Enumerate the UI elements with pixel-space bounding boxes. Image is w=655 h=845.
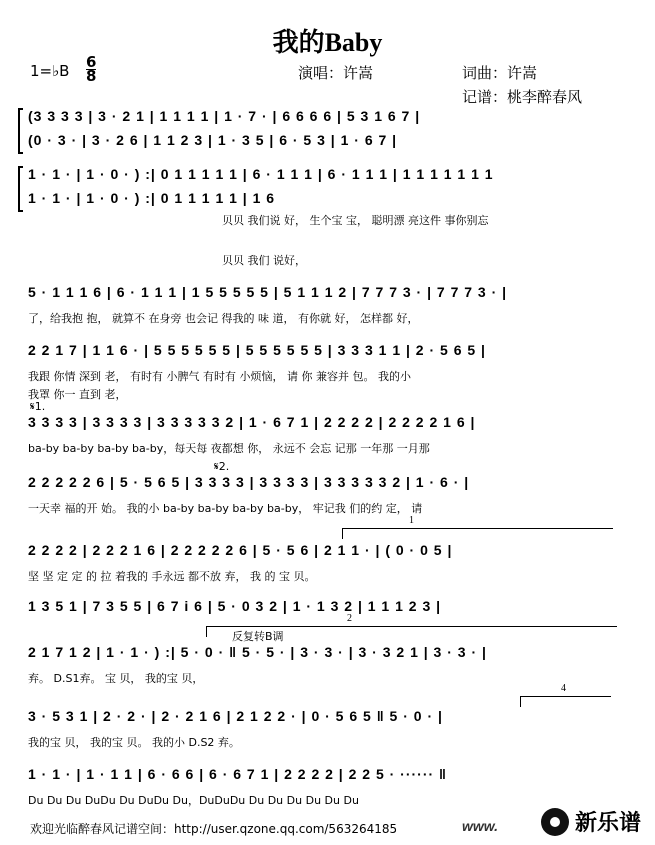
time-signature bbox=[86, 53, 97, 85]
time-signature-numerator: 6 bbox=[86, 53, 97, 71]
score-row: (3 3 3 3 | 3 · 2 1 | 1 1 1 1 | 1 · 7 · | 6 6 6 6 | 5 3 1 6 7 | bbox=[28, 108, 421, 124]
volta-number: 1 bbox=[409, 515, 414, 526]
lyric-line: 贝贝 我们说 好， 生个宝 宝， 聪明漂 亮这件 事你别忘 bbox=[222, 214, 489, 227]
lyric-line: 弃。 D.S1弃。 宝 贝， 我的宝 贝， bbox=[28, 672, 204, 685]
lyric-line: 一天幸 福的开 始。 我的小 ba-by ba-by ba-by ba-by， 牢记我 们的约 定， 请 bbox=[28, 502, 423, 515]
lyric-line: ba-by ba-by ba-by ba-by，每天每 夜都想 你， 永远不 会忘 记那 一年那 一月那 bbox=[28, 442, 430, 455]
watermark-text: www. bbox=[462, 818, 499, 834]
volta-number: 4 bbox=[561, 683, 566, 694]
volta-bracket bbox=[206, 613, 617, 637]
score-row: 3 3 3 3 | 3 3 3 3 | 3 3 3 3 3 2 | 1 · 6 7 1 | 2 2 2 2 | 2 2 2 2 1 6 | bbox=[28, 414, 476, 430]
score-row: 1 · 1 · | 1 · 0 · ) :| 0 1 1 1 1 1 | 6 · 1 1 1 | 6 · 1 1 1 | 1 1 1 1 1 1 1 bbox=[28, 166, 494, 182]
key-signature bbox=[30, 62, 69, 80]
lyric-line-2: 贝贝 我们 说好， bbox=[222, 254, 306, 267]
score-row: 2 1 7 1 2 | 1 · 1 · ) :| 5 · 0 · ‖ 5 · 5 · | 3 · 3 · | 3 · 3 2 1 | 3 · 3 · | bbox=[28, 644, 487, 660]
lyric-line: 坚 坚 定 定 的 拉 着我的 手永远 都不放 弃， 我 的 宝 贝。 bbox=[28, 570, 316, 583]
singer-credit: 演唱：许嵩 bbox=[298, 64, 374, 82]
segno-marker-2: 𝄋2. bbox=[214, 460, 230, 473]
key-change-note: 反复转B调 bbox=[232, 630, 284, 643]
volta-bracket bbox=[520, 683, 611, 707]
score-row: 5 · 1 1 1 6 | 6 · 1 1 1 | 1 5 5 5 5 5 | 5 1 1 1 2 | 7 7 7 3 · | 7 7 7 3 · | bbox=[28, 284, 508, 300]
composer-credit: 词曲：许嵩 bbox=[462, 64, 538, 82]
time-signature-denominator: 8 bbox=[86, 67, 97, 85]
brand-name: 新乐谱 bbox=[574, 811, 641, 836]
lyric-line: 我的宝 贝， 我的宝 贝。 我的小 D.S2 弃。 bbox=[28, 736, 240, 749]
volta-number: 2 bbox=[347, 613, 352, 624]
score-row: 1 · 1 · | 1 · 0 · ) :| 0 1 1 1 1 1 | 1 6 bbox=[28, 190, 276, 206]
vinyl-record-icon bbox=[541, 808, 569, 836]
score-row: 2 2 2 2 | 2 2 2 1 6 | 2 2 2 2 2 6 | 5 · 5 6 | 2 1 1 · | ( 0 · 0 5 | bbox=[28, 542, 453, 558]
brand-logo bbox=[541, 806, 641, 837]
score-row: 1 3 5 1 | 7 3 5 5 | 6 7 i 6 | 5 · 0 3 2 | 1 · 1 3 2 | 1 1 1 2 3 | bbox=[28, 598, 442, 614]
footer-url: 欢迎光临醉春风记谱空间：http://user.qzone.qq.com/563264185 bbox=[30, 822, 398, 836]
transcriber-credit: 记谱：桃李醉春风 bbox=[462, 88, 583, 106]
system-bracket bbox=[18, 166, 23, 212]
song-title: 我的Baby bbox=[272, 28, 383, 57]
segno-marker-1: 𝄋1. bbox=[30, 400, 46, 413]
score-row: (0 · 3 · | 3 · 2 6 | 1 1 2 3 | 1 · 3 5 | 6 · 5 3 | 1 · 6 7 | bbox=[28, 132, 398, 148]
score-row: 1 · 1 · | 1 · 1 1 | 6 · 6 6 | 6 · 6 7 1 | 2 2 2 2 | 2 2 5 · ······ ‖ bbox=[28, 766, 448, 782]
lyric-line-2: 我罩 你一 直到 老， bbox=[28, 388, 127, 401]
score-row: 2 2 1 7 | 1 1 6 · | 5 5 5 5 5 5 | 5 5 5 5 5 5 | 3 3 3 1 1 | 2 · 5 6 5 | bbox=[28, 342, 486, 358]
lyric-line: Du Du Du DuDu Du DuDu Du，DuDuDu Du Du Du Du Du Du bbox=[28, 794, 359, 807]
score-row: 3 · 5 3 1 | 2 · 2 · | 2 · 2 1 6 | 2 1 2 2 · | 0 · 5 6 5 ‖ 5 · 0 · | bbox=[28, 708, 443, 724]
key-label: 1=♭B bbox=[30, 62, 70, 80]
lyric-line: 了，给我抱 抱， 就算不 在身旁 也会记 得我的 味 道， 有你就 好， 怎样都 好， bbox=[28, 312, 419, 325]
lyric-line: 我跟 你情 深到 老， 有时有 小脾气 有时有 小烦恼， 请 你 兼容并 包。 我的小 bbox=[28, 370, 411, 383]
volta-bracket bbox=[342, 515, 613, 539]
score-row: 2 2 2 2 2 6 | 5 · 5 6 5 | 3 3 3 3 | 3 3 3 3 | 3 3 3 3 3 2 | 1 · 6 · | bbox=[28, 474, 470, 490]
system-bracket bbox=[18, 108, 23, 154]
